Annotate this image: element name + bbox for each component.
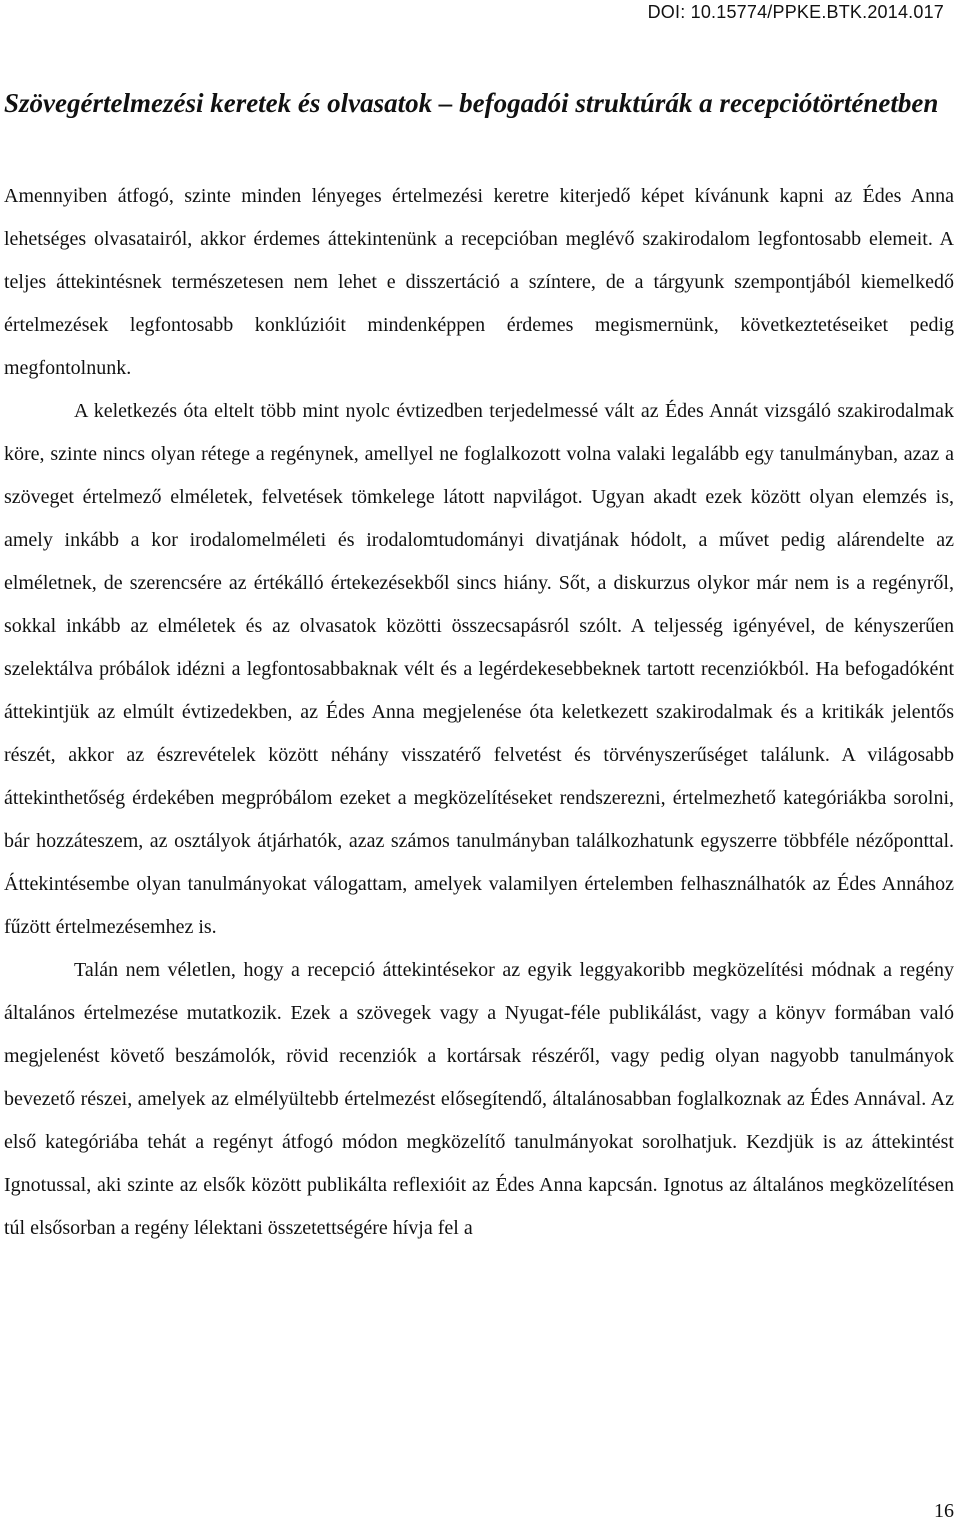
document-body	[4, 78, 954, 1250]
paragraph-intro: Amennyiben átfogó, szinte minden lényeges értelmezési keretre kiterjedő képet kívánunk kapni az Édes Anna lehetséges olvasatairól, akkor érdemes áttekintenünk a recepcióban meglévő szakirodalom legfontosabb elemeit. A teljes áttekintésnek természetesen nem lehet e disszertáció a színtere, de a tárgyunk szempontjából kiemelkedő értelmezések legfontosabb konklúzióit mindenképpen érdemes megismernünk, következtetéseiket pedig megfontolnunk.	[4, 185, 954, 379]
doi-header: DOI: 10.15774/PPKE.BTK.2014.017	[647, 2, 944, 22]
paragraph-literature-overview: A keletkezés óta eltelt több mint nyolc évtizedben terjedelmessé vált az Édes Annát vizsgáló szakirodalmak köre, szinte nincs olyan rétege a regénynek, amellyel ne foglalkozott volna valaki legalább egy tanulmányban, azaz a szöveget értelmező elméletek, felvetések tömkelege látott napvilágot. Ugyan akadt ezek között olyan elemzés is, amely inkább a kor irodalomelméleti és irodalomtudományi divatjának hódolt, a művet pedig alárendelte az elméletnek, de szerencsére az értékálló értekezésekből sincs hiány. Sőt, a diskurzus olykor már nem is a regényről, sokkal inkább az elméletek és az olvasatok közötti összecsapásról szólt. A teljesség igényével, de kényszerűen szelektálva próbálok idézni a legfontosabbaknak vélt és a legérdekesebbeknek tartott recenziókból. Ha befogadóként áttekintjük az elmúlt évtizedekben, az Édes Anna megjelenése óta keletkezett szakirodalmak és a kritikák jelentős részét, akkor az észrevételek között néhány visszatérő felvetést és törvényszerűséget találunk. A világosabb áttekinthetőség érdekében megpróbálom ezeket a megközelítéseket rendszerezni, értelmezhető kategóriákba sorolni, bár hozzáteszem, az osztályok átjárhatók, azaz számos tanulmányban találkozhatunk egyszerre többféle nézőponttal. Áttekintésembe olyan tanulmányokat válogattam, amelyek valamilyen értelemben felhasználhatók az Édes Annához fűzött értelmezésemhez is.	[4, 400, 954, 938]
chapter-title: Szövegértelmezési keretek és olvasatok – befogadói struktúrák a recepciótörténetben	[4, 88, 939, 118]
page-number: 16	[934, 1500, 954, 1522]
paragraph-general-interpretation: Talán nem véletlen, hogy a recepció áttekintésekor az egyik leggyakoribb megközelítési módnak a regény általános értelmezése mutatkozik. Ezek a szövegek vagy a Nyugat-féle publikálást, vagy a könyv formában való megjelenést követő beszámolók, rövid recenziók a kortársak részéről, vagy pedig olyan nagyobb tanulmányok bevezető részei, amelyek az elmélyültebb értelmezést elősegítendő, általánosabban foglalkoznak az Édes Annával. Az első kategóriába tehát a regényt átfogó módon megközelítő tanulmányokat sorolhatjuk. Kezdjük is az áttekintést Ignotussal, aki szinte az elsők között publikálta reflexióit az Édes Anna kapcsán. Ignotus az általános megközelítésen túl elsősorban a regény lélektani összetettségére hívja fel a	[4, 959, 954, 1239]
